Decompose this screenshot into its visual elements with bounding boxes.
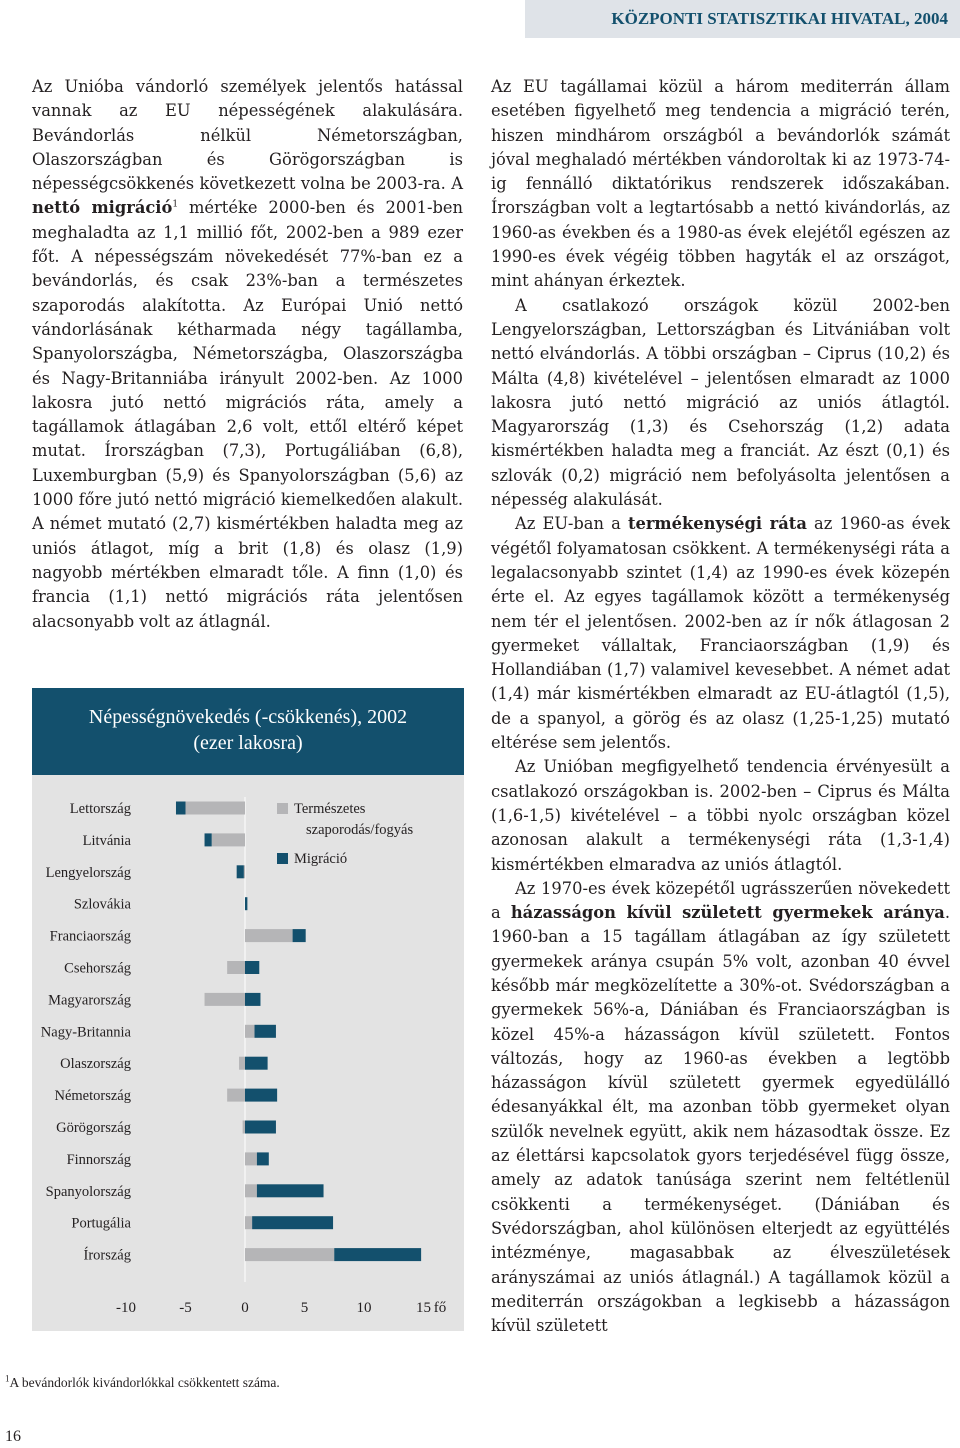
bar-migration	[245, 1089, 277, 1102]
text-run: Az 1970-es évek közepétől ugrásszerűen növekedett a	[491, 878, 950, 923]
legend-label-natural-line-2: szaporodás/fogyás	[306, 822, 414, 838]
footnote	[5, 1375, 280, 1391]
footnote-marker: 1	[172, 200, 179, 211]
category-label: Németország	[54, 1088, 131, 1105]
text-run: Az EU-ban a	[515, 514, 628, 534]
bar-natural-increase	[227, 961, 245, 974]
x-unit-label: fő	[433, 1300, 447, 1316]
bar-natural-increase	[245, 1248, 334, 1261]
bar-migration	[255, 1025, 276, 1038]
bar-natural-increase	[244, 865, 245, 878]
x-tick-label: -5	[179, 1300, 192, 1316]
legend-swatch-migration	[277, 853, 288, 864]
category-label: Lengyelország	[45, 864, 131, 881]
bar-natural-increase	[227, 1089, 245, 1102]
category-label: Szlovákia	[73, 896, 131, 913]
term-fertility-rate: termékenységi ráta	[627, 514, 807, 534]
x-tick-label: 15	[416, 1300, 431, 1316]
right-paragraph-1: Az EU tagállamai közül a három mediterrán állam esetében figyelhető meg tendencia a migráció terén, hiszen mindhárom országból a bevándorlók számát jóval meghaladó mértékben vándoroltak ki az 1973-74-ig fennálló diktatórikus rendszerek időszakában. Írországban volt a legtartósabb a nettó kivándorlás, az 1960-as években és a 1980-as évek elejétől egészen az 1990-es évek végéig többen hagyták el az országot, mint ahányan érkeztek.	[491, 77, 950, 291]
bar-migration	[257, 1184, 324, 1197]
x-tick-label: 10	[356, 1300, 372, 1316]
term-net-migration: nettó migráció	[32, 198, 173, 218]
text-run: . 1960-ban a 15 tagállam átlagában az így született gyermekek aránya csupán 5% volt, azonban 40 évvel később már megközelítette a 30%-ot. Svédországban a gyermekek 56%-a, Dániában és Franciaországban is közel 45%-a házasságon kívül született. Fontos változás, hogy az 1960-as években a legtöbb házasságon kívül született gyermek egyedülálló édesanyákkal élt, ma azonban több gyermeket olyan szülők nevelnek együtt, akik nem házasodtak össze. Ez az élettársi kapcsolatok gyors terjedésével függ össze, amely az adatok tanúsága szerint nem feltétlenül csökkenti a termékenységet. (Dániában és Svédországban, ahol különösen elterjedt az együttélés intézménye, magasabbak az élveszületések arányszámai az uniós átlagnál.) A tagállamok közül a mediterrán országokban a legkisebb a házasságon kívül született	[491, 903, 950, 1336]
text-run: az 1960-as évek végétől folyamatosan csökkent. A termékenységi ráta a legalacsonyabb szintet (1,4) az 1990-es évek közepén érte el. Az egyes tagállamok között a termékenység nem tér el jelentősen. 2002-ben az ír nők átlagosan 2 gyermeket vállaltak, Franciaországban (1,9) és Hollandiában (1,7) valamivel kevesebbet. A német adat (1,4) már kismértékben elmaradt az EU-átlagtól (1,5), de a spanyol, a görög és az olasz (1,25-1,25) mutató eltérése sem jelentős.	[491, 514, 950, 753]
bar-natural-increase	[212, 833, 245, 846]
category-label: Spanyolország	[45, 1183, 131, 1200]
bar-natural-increase	[245, 1184, 257, 1197]
x-tick-label: -10	[116, 1300, 136, 1316]
bar-natural-increase	[186, 802, 246, 815]
category-label: Franciaország	[49, 928, 131, 945]
category-label: Nagy-Britannia	[40, 1024, 131, 1041]
category-label: Litvánia	[82, 832, 131, 849]
bar-migration	[176, 802, 186, 815]
bar-natural-increase	[245, 929, 293, 942]
bar-natural-increase	[243, 1121, 245, 1134]
text-run: mértéke 2000-ben és 2001-ben meghaladta az 1,1 millió főt, 2002-ben a 989 ezer főt. A népességszám növekedését 77%-ban ez a bevándorlás, és csak 23%-ban a természetes szaporodás alakította. Az Európai Unió nettó vándorlásának kétharmada négy tagállamba, Spanyolországba, Németországba, Olaszországba és Nagy-Britanniába irányult 2002-ben. Az 1000 lakosra jutó nettó migrációs ráta, amely a tagállamok átlagában 2,6 volt, ettől eltérő képet mutat. Írországban (7,3), Portugáliában (6,8), Luxemburgban (5,9) és Spanyolországban (5,6) az 1000 főre jutó nettó migráció kiemelkedően alakult. A német mutató (2,7) kismértékben haladta meg az uniós átlagot, míg a brit (1,8) és olasz (1,9) nagyobb mértékben elmaradt tőle. A finn (1,0) és francia (1,1) nettó migrációs ráta jelentősen alacsonyabb volt az átlagnál.	[32, 198, 464, 631]
category-label: Írország	[83, 1247, 131, 1264]
bar-migration	[245, 961, 259, 974]
term-extramarital-births: házasságon kívül született gyermekek aránya	[510, 903, 945, 923]
right-paragraph-4: Az Unióban megfigyelhető tendencia érvényesült a csatlakozó országokban is. 2002-ben – Ciprus és Málta (1,6-1,5) kivételével – a többi nyolc országban közel azonosan alakult a termékenységi ráta (1,3-1,4) kismértékben elmaradva az uniós átlagtól.	[491, 757, 950, 874]
right-paragraph-2: A csatlakozó országok közül 2002-ben Lengyelországban, Lettországban és Litvániában volt nettó elvándorlás. A többi országban – Ciprus (10,2) és Málta (4,8) kivételével – jelentősen elmaradt az 1000 lakosra jutó nettó migráció az uniós átlagtól. Magyarország (1,3) és Csehország (1,2) adata kismértékben haladta meg a franciát. Az észt (0,1) és szlovák (0,2) migráció nem befolyásolta jelentősen a népesség alakulását.	[491, 295, 950, 510]
bar-natural-increase	[245, 1025, 255, 1038]
bar-natural-increase	[245, 1216, 252, 1229]
bar-natural-increase	[245, 1152, 257, 1165]
category-label: Olaszország	[60, 1056, 131, 1073]
bar-natural-increase	[239, 1057, 245, 1070]
text-run: Az Unióba vándorló személyek jelentős hatással vannak az EU népességének alakulására. Bevándorlás nélkül Németországban, Olaszországban és Görögországban is népességcsökkenés következett volna be 2003-ra. A	[32, 77, 463, 194]
bar-natural-increase	[205, 993, 245, 1006]
category-label: Finnország	[66, 1151, 131, 1168]
bar-migration	[252, 1216, 333, 1229]
category-label: Lettország	[69, 801, 131, 817]
bar-migration	[237, 865, 244, 878]
bar-migration	[245, 1057, 268, 1070]
category-label: Csehország	[64, 960, 131, 977]
legend-label-migration: Migráció	[294, 851, 348, 867]
chart-title-line-1: Népességnövekedés (-csökkenés), 2002	[88, 706, 408, 728]
category-label: Görögország	[56, 1120, 131, 1136]
page-number: 16	[5, 1428, 21, 1445]
legend-swatch-natural	[277, 803, 288, 814]
legend-label-natural-line-1: Természetes	[294, 801, 366, 817]
bar-migration	[245, 1121, 276, 1134]
x-tick-label: 5	[300, 1300, 309, 1316]
footnote-text: A bevándorlók kivándorlókkal csökkentett száma.	[9, 1375, 280, 1390]
x-tick-label: 0	[241, 1300, 249, 1316]
bar-migration	[334, 1248, 421, 1261]
category-label: Portugália	[71, 1215, 131, 1232]
bar-migration	[245, 993, 260, 1006]
header-title: KÖZPONTI STATISZTIKAI HIVATAL, 2004	[611, 9, 948, 28]
bar-migration	[293, 929, 306, 942]
footnote-marker: 1	[5, 1373, 10, 1384]
bar-migration	[257, 1152, 269, 1165]
category-label: Magyarország	[48, 992, 131, 1009]
bar-migration	[245, 897, 247, 910]
bar-migration	[205, 833, 212, 846]
chart-title-line-2: (ezer lakosra)	[193, 732, 303, 754]
